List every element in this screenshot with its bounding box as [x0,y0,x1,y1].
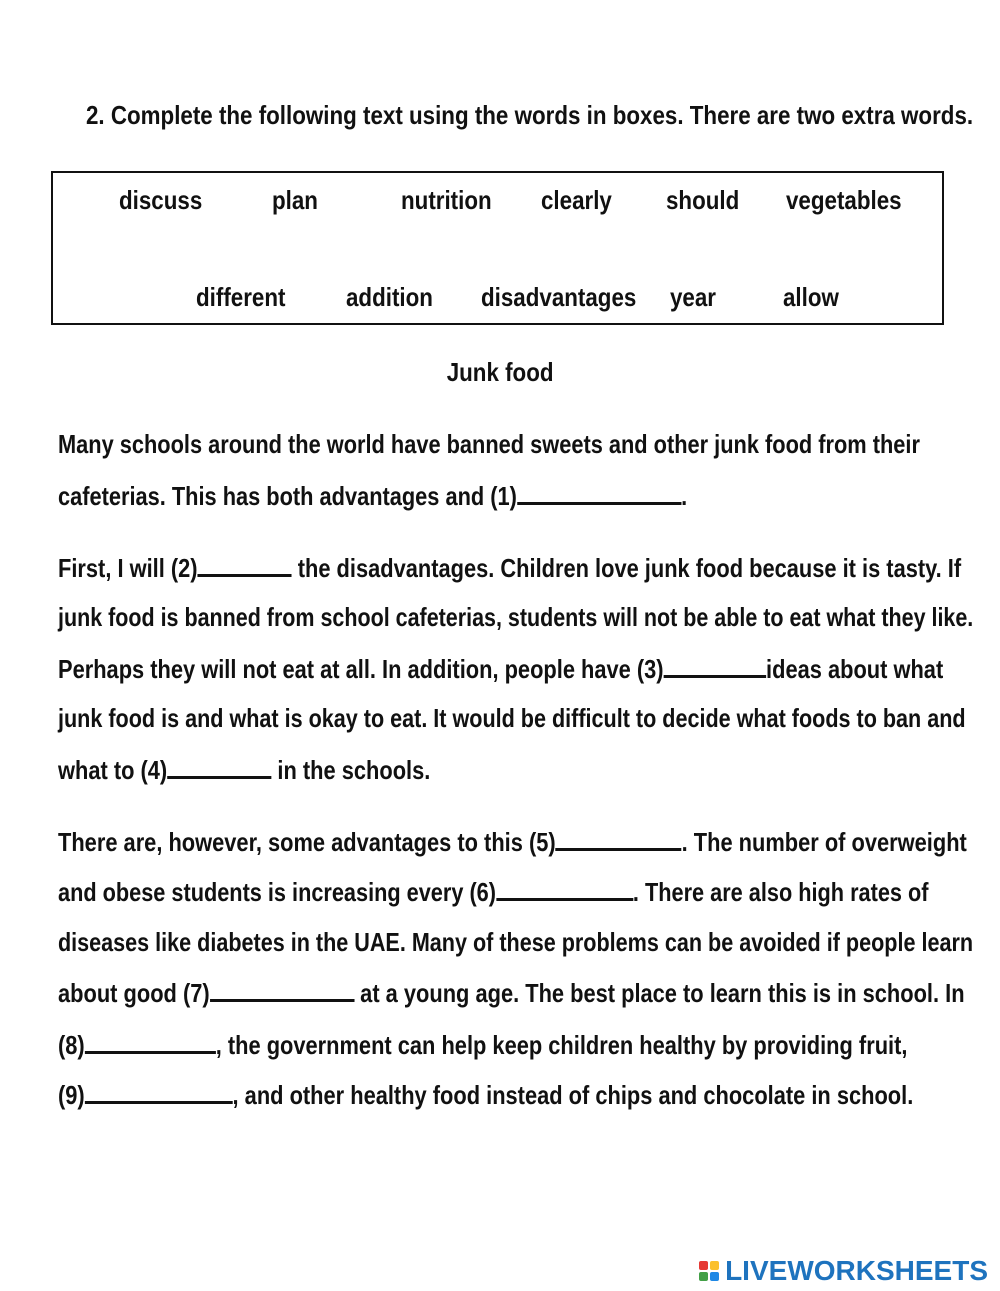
paragraph-3-line-5 [58,1029,908,1061]
text-segment: about good (7) [58,978,210,1008]
text-segment: in the schools. [271,755,431,785]
word-bank-word: clearly [541,185,612,215]
text-segment: . There are also high rates of [632,877,929,907]
word-bank-word: discuss [119,185,203,215]
text-line: Many schools around the world have banned sweets and other junk food from their [58,429,920,459]
text-segment: (9) [58,1080,85,1110]
word-bank-word: year [670,282,717,312]
logo-square [710,1261,719,1270]
blank-3-input[interactable] [664,653,766,678]
text-segment: First, I will (2) [58,553,198,583]
paragraph-2-line-1 [58,552,962,584]
liveworksheets-logo-icon [699,1261,719,1281]
logo-square [699,1272,708,1281]
paragraph-1-line-2 [58,480,896,512]
paragraph-2-line-2 [58,602,974,633]
text-segment: . The number of overweight [681,827,967,857]
paragraph-3-line-1 [58,826,967,858]
liveworksheets-logo[interactable] [699,1256,988,1286]
word-bank-box [51,171,944,325]
text-segment: the disadvantages. Children love junk food because it is tasty. If [291,553,962,583]
text-segment: , the government can help keep children healthy by providing fruit, [215,1030,908,1060]
logo-text: LIVEWORKSHEETS [725,1255,988,1286]
text-segment: at a young age. The best place to learn this is in school. In [354,978,965,1008]
text-segment: cafeterias. This has both advantages and (1) [58,481,517,511]
text-segment: (8) [58,1030,85,1060]
blank-4-input[interactable] [167,754,271,779]
paragraph-3-line-3 [58,927,974,958]
text-segment: There are, however, some advantages to this (5) [58,827,556,857]
blank-5-input[interactable] [556,826,682,851]
text-segment: and obese students is increasing every (6) [58,877,496,907]
word-bank-word: vegetables [786,185,902,215]
text-segment: . [681,481,688,511]
word-bank-word: different [196,282,286,312]
text-segment: ideas about what [766,654,944,684]
text-segment: what to (4) [58,755,168,785]
text-title-wrap [0,357,1000,388]
word-bank-word: nutrition [401,185,492,215]
text-line: junk food is banned from school cafeterias, students will not be able to eat what they like. [58,602,974,632]
text-segment: , and other healthy food instead of chips and chocolate in school. [232,1080,914,1110]
paragraph-2-line-5 [58,754,898,786]
text-line: junk food is and what is okay to eat. It would be difficult to decide what foods to ban and [58,703,966,733]
word-bank-word: addition [346,282,433,312]
paragraph-3-line-2 [58,876,929,908]
word-bank-word: plan [272,185,318,215]
paragraph-2-line-3 [58,653,944,685]
text-segment: Perhaps they will not eat at all. In addition, people have (3) [58,654,664,684]
word-bank-word: allow [783,282,839,312]
word-bank-word: should [666,185,740,215]
word-bank-word: disadvantages [481,282,637,312]
blank-9-input[interactable] [85,1079,233,1104]
text-line: diseases like diabetes in the UAE. Many of these problems can be avoided if people learn [58,927,974,957]
blank-6-input[interactable] [496,876,633,901]
blank-8-input[interactable] [85,1029,216,1054]
exercise-instruction: 2. Complete the following text using the words in boxes. There are two extra words. [86,100,974,130]
blank-1-input[interactable] [517,480,681,505]
paragraph-3-line-4 [58,977,965,1009]
paragraph-3-line-6 [58,1079,914,1111]
logo-square [699,1261,708,1270]
blank-7-input[interactable] [210,977,354,1002]
paragraph-2-line-4 [58,703,966,734]
logo-square [710,1272,719,1281]
text-title: Junk food [446,357,554,387]
paragraph-1-line-1 [58,429,920,460]
blank-2-input[interactable] [198,552,292,577]
